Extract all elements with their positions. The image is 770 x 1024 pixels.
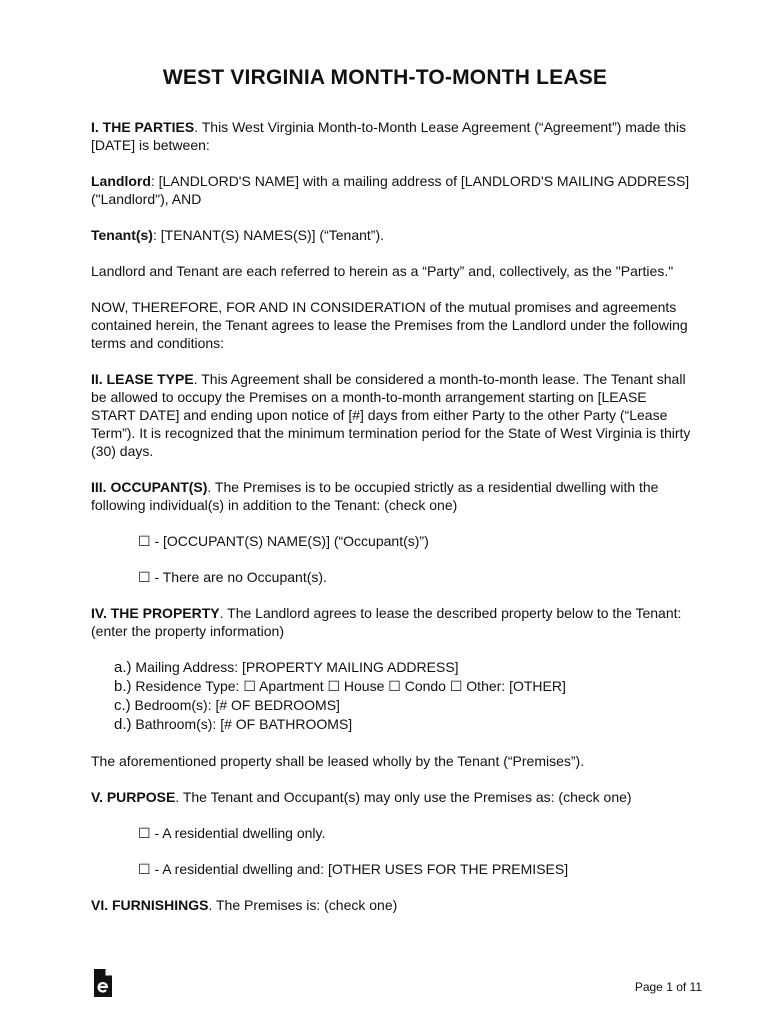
consideration-paragraph: NOW, THEREFORE, FOR AND IN CONSIDERATION of the mutual promises and agreements contained herein, the Tenant agrees to lease the Premises from the Landlord under the following terms and conditions: (91, 299, 688, 351)
tenant-clause (91, 226, 691, 244)
section-parties (91, 118, 691, 154)
landlord-clause (91, 172, 691, 208)
section-text: . This Agreement shall be considered a month-to-month lease. The Tenant shall be allowed to occupy the Premises on a month-to-month arrangement starting on [LEASE START DATE] and ending upon notice of [#] days from either Party to the other Party (“Lease Term”). It is recognized that the minimum termination period for the State of West Virginia is thirty (30) days. (91, 371, 691, 459)
list-item (114, 658, 691, 677)
document-body (91, 118, 691, 932)
list-marker: b.) (114, 678, 132, 695)
list-text: Bedroom(s): [# OF BEDROOMS] (130, 697, 340, 713)
tenant-label: Tenant(s) (91, 227, 153, 243)
list-item (114, 677, 691, 696)
section-text: . The Premises is to be occupied strictly as a residential dwelling with the following individual(s) in addition to the Tenant: (check one) (91, 479, 659, 513)
page-number: Page 1 of 11 (634, 980, 702, 994)
list-text: Residence Type: ☐ Apartment ☐ House ☐ Condo ☐ Other: [OTHER] (131, 678, 566, 694)
section-heading: IV. THE PROPERTY (91, 605, 220, 621)
section-property (91, 604, 691, 640)
list-marker: a.) (114, 659, 132, 676)
section-lease-type (91, 370, 691, 460)
section-heading: III. OCCUPANT(S) (91, 479, 208, 495)
property-list (91, 658, 691, 734)
checkbox-option-residential-and-other[interactable]: ☐ - A residential dwelling and: [OTHER USES FOR THE PREMISES] (138, 861, 569, 877)
premises-paragraph: The aforementioned property shall be leased wholly by the Tenant (“Premises”). (91, 753, 585, 769)
section-text: . The Premises is: (check one) (208, 897, 398, 913)
section-text: . This West Virginia Month-to-Month Lease Agreement (“Agreement”) made this [DATE] is between: (91, 119, 686, 153)
checkbox-option-occupants-named[interactable]: ☐ - [OCCUPANT(S) NAME(S)] (“Occupant(s)”) (138, 533, 429, 549)
section-heading: VI. FURNISHINGS (91, 897, 209, 913)
section-heading: II. LEASE TYPE (91, 371, 194, 387)
list-item (114, 696, 691, 715)
section-heading: I. THE PARTIES (91, 119, 195, 135)
list-item (114, 715, 691, 734)
parties-paragraph: Landlord and Tenant are each referred to herein as a “Party” and, collectively, as the "Parties." (91, 263, 674, 279)
section-occupants (91, 478, 691, 514)
list-text: Mailing Address: [PROPERTY MAILING ADDRESS] (131, 659, 459, 675)
list-text: Bathroom(s): [# OF BATHROOMS] (131, 716, 353, 732)
section-furnishings (91, 896, 691, 914)
document-title: WEST VIRGINIA MONTH-TO-MONTH LEASE (162, 66, 608, 89)
section-heading: V. PURPOSE (91, 789, 176, 805)
list-marker: c.) (114, 697, 131, 714)
section-text: . The Landlord agrees to lease the described property below to the Tenant: (enter the property information) (91, 605, 682, 639)
landlord-text: : [LANDLORD'S NAME] with a mailing address of [LANDLORD'S MAILING ADDRESS] ("Landlord"), AND (91, 173, 690, 207)
list-marker: d.) (114, 716, 132, 733)
eforms-logo-icon (93, 968, 113, 998)
checkbox-option-no-occupants[interactable]: ☐ - There are no Occupant(s). (138, 569, 327, 585)
tenant-text: : [TENANT(S) NAMES(S)] (“Tenant”). (152, 227, 384, 243)
section-text: . The Tenant and Occupant(s) may only use the Premises as: (check one) (175, 789, 632, 805)
section-purpose (91, 788, 691, 806)
checkbox-option-residential-only[interactable]: ☐ - A residential dwelling only. (138, 825, 326, 841)
landlord-label: Landlord (91, 173, 151, 189)
